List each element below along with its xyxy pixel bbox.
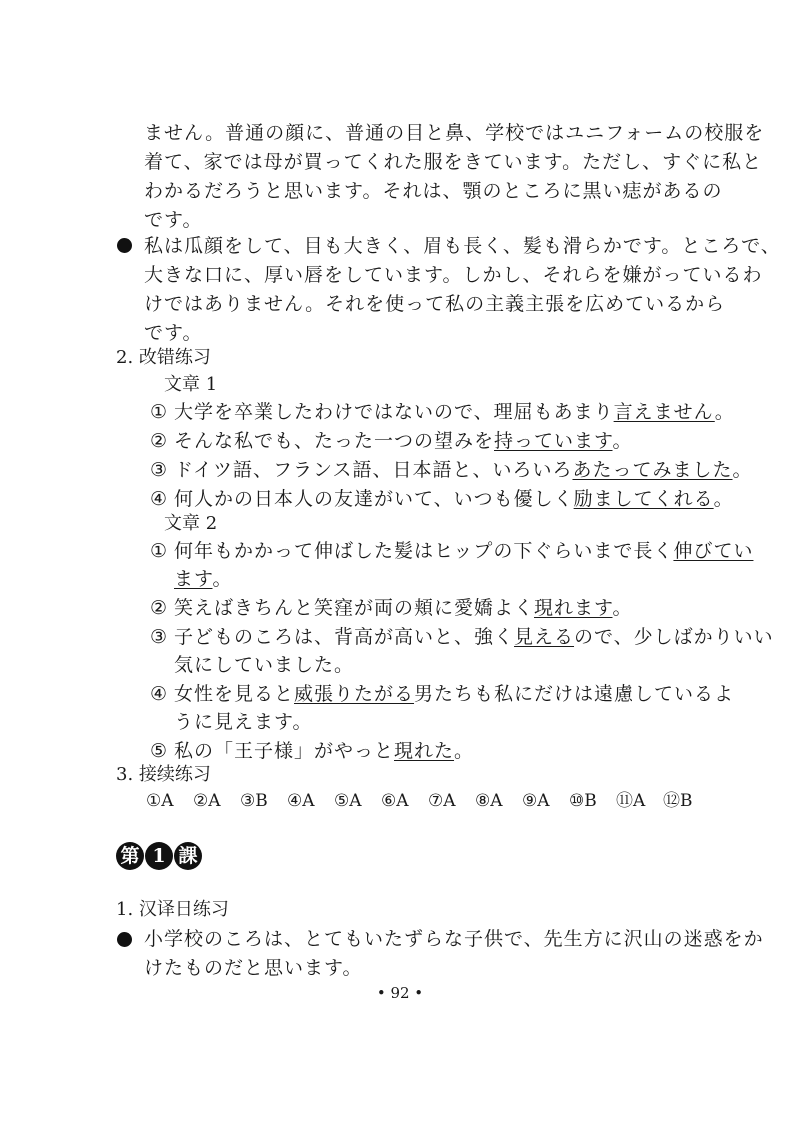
article2-item-1: ① 何年もかかって伸ばした髪はヒップの下ぐらいまで長く伸びてい: [150, 540, 754, 562]
article2-item-4-cont: うに見えます。: [174, 711, 313, 733]
answer-5: ⑤A: [334, 791, 362, 811]
article2-item-2: ② 笑えばきちんと笑窪が両の頬に愛嬌よく現れます。: [150, 597, 633, 619]
article1-label: 文章 1: [164, 374, 218, 395]
answer-10: ⑩B: [569, 791, 597, 811]
section1-line1: 小学校のころは、とてもいたずらな子供で、先生方に沢山の迷惑をか: [144, 928, 764, 950]
article2-item-3: ③ 子どものころは、背高が高いと、強く見えるので、少しばかりいい: [150, 626, 774, 648]
bullet-icon: [117, 932, 132, 947]
para1-line2: 着て、家では母が買ってくれた服をきています。ただし、すぐに私と: [144, 151, 763, 173]
answer-6: ⑥A: [381, 791, 409, 811]
lesson-char-3: 課: [174, 842, 202, 870]
answer-8: ⑧A: [475, 791, 503, 811]
lesson-heading: [116, 840, 203, 872]
answer-9: ⑨A: [522, 791, 550, 811]
article1-item-1: ① 大学を卒業したわけではないので、理屈もあまり言えません。: [150, 401, 735, 423]
page-number: • 92 •: [376, 984, 424, 1002]
article2-label: 文章 2: [164, 513, 218, 534]
answer-7: ⑦A: [428, 791, 456, 811]
article2-item-5: ⑤ 私の「王子様」がやっと現れた。: [150, 740, 475, 762]
answer-2: ②A: [193, 791, 221, 811]
para1-line4: です。: [144, 209, 203, 231]
article2-item-4: ④ 女性を見ると威張りたがる男たちも私にだけは遠慮しているよ: [150, 683, 735, 705]
answer-row: [146, 789, 710, 813]
article1-item-3: ③ ドイツ語、フランス語、日本語と、いろいろあたってみました。: [150, 459, 753, 481]
bullet-icon: [117, 238, 132, 253]
para2-line3: けではありません。それを使って私の主義主張を広めているから: [144, 293, 726, 315]
para2-line4: です。: [144, 322, 203, 344]
answer-1: ①A: [146, 791, 174, 811]
para1-line3: わかるだろうと思います。それは、顎のところに黒い痣があるの: [144, 180, 723, 202]
answer-11: ⑪A: [616, 791, 646, 811]
answer-3: ③B: [240, 791, 268, 811]
article1-item-4: ④ 何人かの日本人の友達がいて、いつも優しく励ましてくれる。: [150, 488, 734, 510]
para1-line1: ません。普通の顔に、普通の目と鼻、学校ではユニフォームの校服を: [144, 122, 765, 144]
answer-12: ⑫B: [663, 791, 693, 811]
lesson-char-2: 1: [145, 842, 173, 870]
lesson-char-1: 第: [116, 842, 144, 870]
article2-item-1-cont: ます。: [174, 568, 233, 590]
section2-title: 2. 改错练习: [116, 347, 211, 368]
answer-4: ④A: [287, 791, 315, 811]
section1-line2: けたものだと思います。: [144, 957, 363, 979]
para2-line1: 私は瓜顔をして、目も大きく、眉も長く、髪も滑らかです。ところで、: [144, 235, 781, 257]
article1-item-2: ② そんな私でも、たった一つの望みを持っています。: [150, 430, 633, 452]
section1-title: 1. 汉译日练习: [116, 899, 229, 920]
article2-item-3-cont: 気にしていました。: [174, 654, 355, 676]
section3-title: 3. 接续练习: [116, 764, 211, 785]
para2-line2: 大きな口に、厚い唇をしています。しかし、それらを嫌がっているわ: [144, 264, 763, 286]
